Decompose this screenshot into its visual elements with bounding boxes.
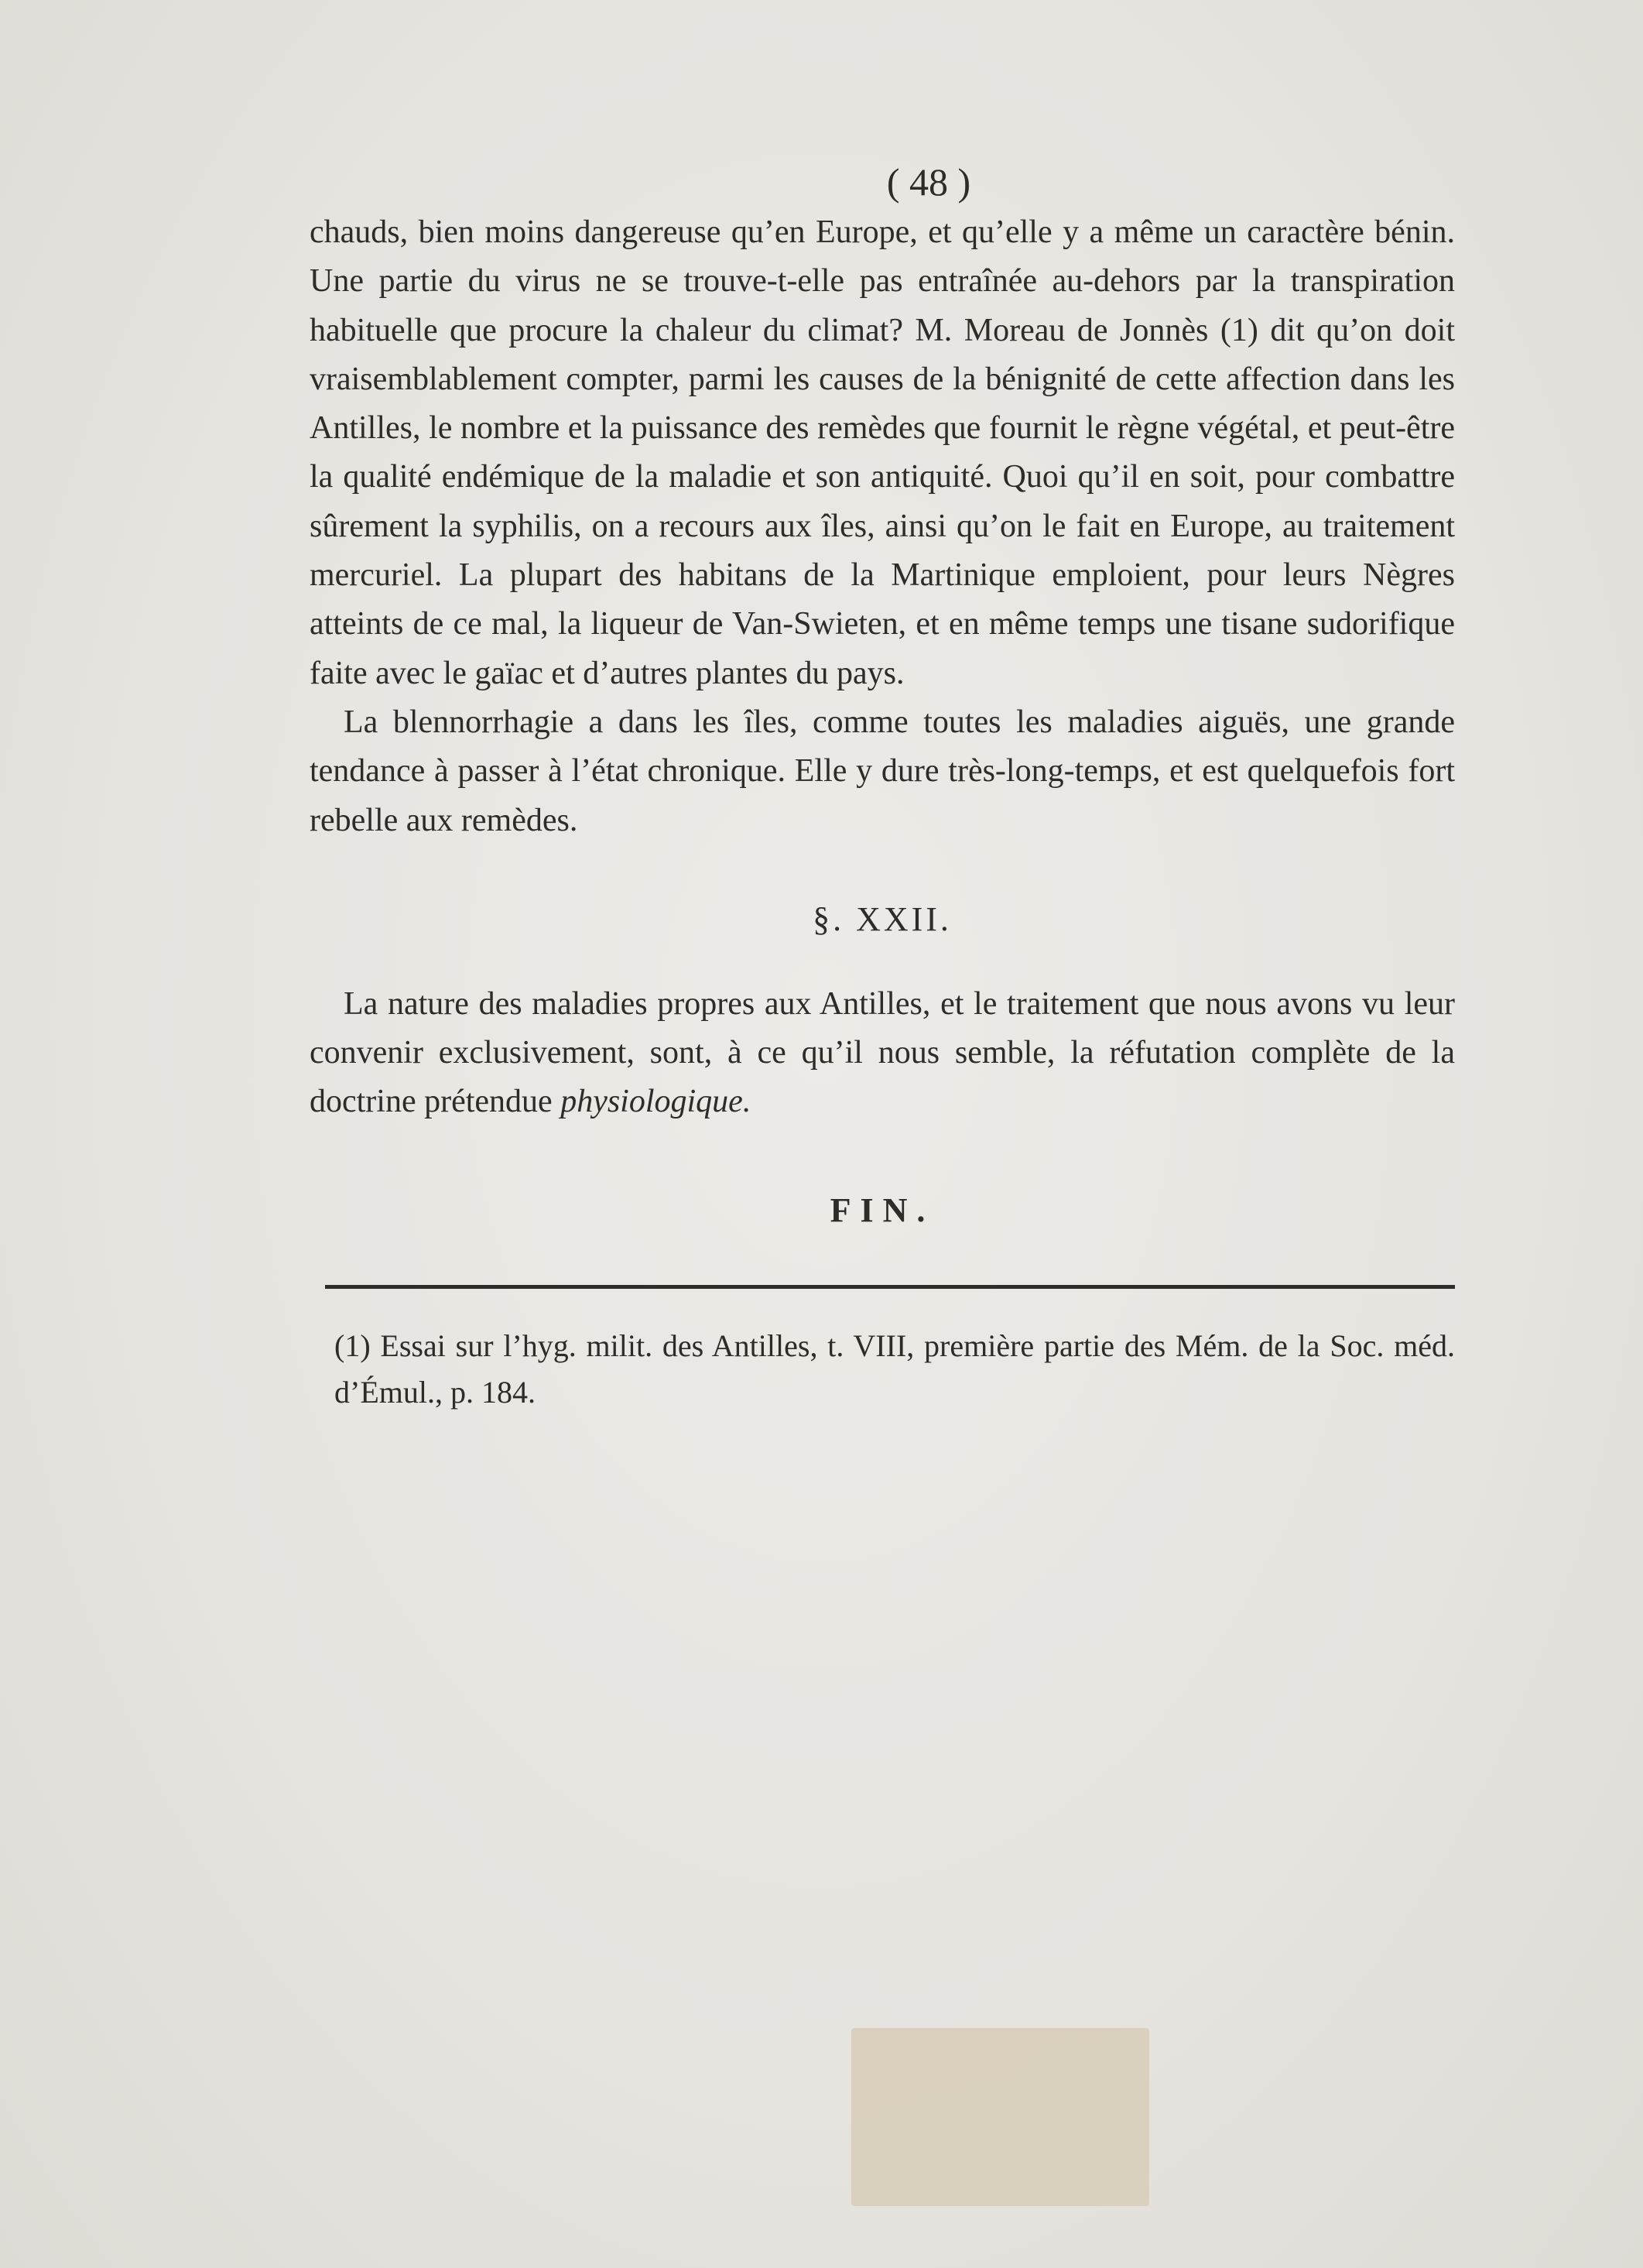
footnote-rule bbox=[325, 1285, 1455, 1289]
conclusion-italic: physiologique. bbox=[560, 1084, 751, 1120]
paragraph-syphilis: chauds, bien moins dangereuse qu’en Europe, et qu’elle y a même un caractère bénin. Une partie du virus ne se trouve-t-elle pas entraînée au-dehors par la transpiration habituelle que procure la chaleur du climat? M. Moreau de Jonnès (1) dit qu’on doit vraisemblablement compter, parmi les causes de la bénignité de cette affection dans les Antilles, le nombre et la puissance des remèdes que fournit le règne végétal, et peut-être la qualité endémique de la maladie et son antiquité. Quoi qu’il en soit, pour combattre sûrement la syphilis, on a recours aux îles, ainsi qu’on le fait en Europe, au traitement mercuriel. La plupart des habitans de la Martinique emploient, pour leurs Nègres atteints de ce mal, la liqueur de Van-Swieten, et en même temps une tisane sudorifique faite avec le gaïac et d’autres plantes du pays. bbox=[310, 214, 1455, 691]
paragraph-conclusion bbox=[310, 980, 1455, 1127]
footnote: (1) Essai sur l’hyg. milit. des Antilles, t. VIII, première partie des Mém. de la Soc. méd. d’Émul., p. 184. bbox=[334, 1328, 1455, 1410]
fin-mark: FIN. bbox=[830, 1191, 935, 1229]
text-block bbox=[310, 159, 1455, 1416]
section-heading: §. XXII. bbox=[813, 899, 952, 938]
paragraph-blennorrhagie: La blennorrhagie a dans les îles, comme toutes les maladies aiguës, une grande tendance à passer à l’état chronique. Elle y dure très-long-temps, et est quelquefois fort rebelle aux remèdes. bbox=[310, 704, 1455, 838]
conclusion-text: La nature des maladies propres aux Antilles, et le traitement que nous avons vu leur convenir exclusivement, sont, à ce qu’il nous semble, la réfutation complète de la doctrine prétendue bbox=[310, 985, 1455, 1120]
page-number: ( 48 ) bbox=[886, 160, 971, 204]
paper-stain bbox=[851, 2028, 1149, 2206]
